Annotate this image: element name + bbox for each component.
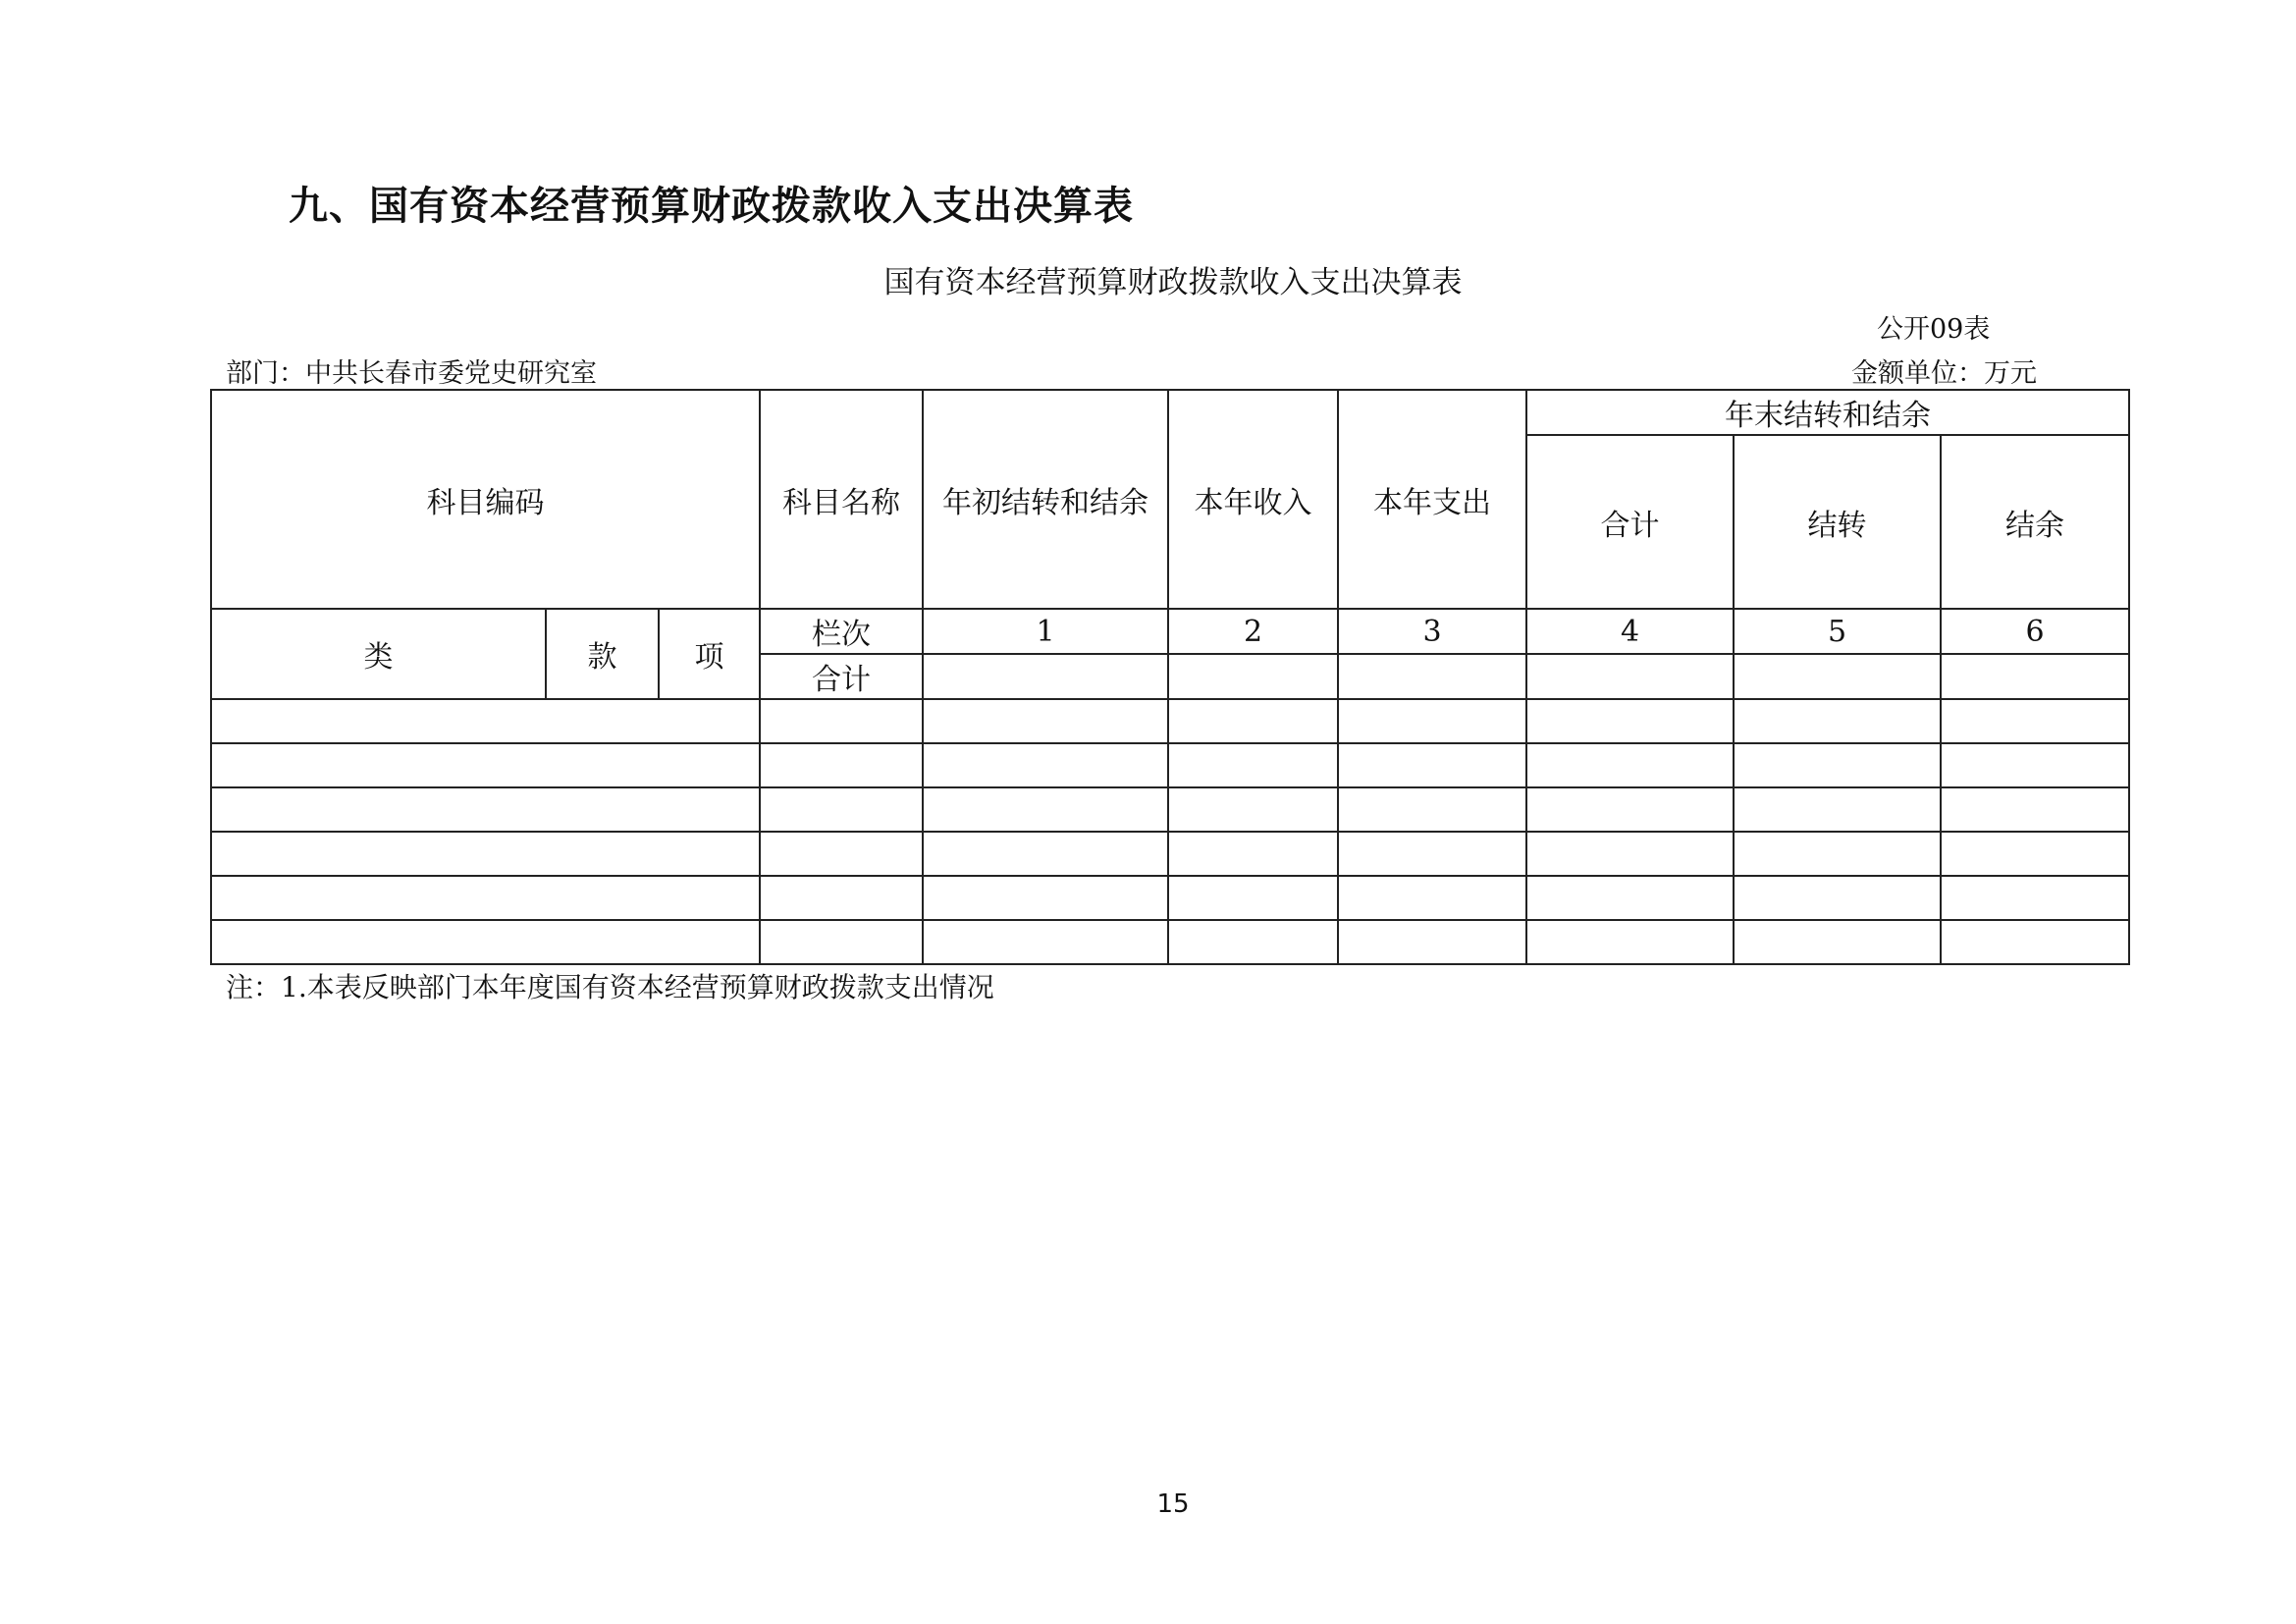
row-value-cell xyxy=(1941,699,2129,743)
row-value-cell xyxy=(1734,876,1941,920)
row-value-cell xyxy=(1168,699,1338,743)
row-value-cell xyxy=(1338,832,1526,876)
header-opening-balance: 年初结转和结余 xyxy=(923,390,1168,609)
table-code: 公开09表 xyxy=(1877,314,1991,345)
total-cell xyxy=(1941,654,2129,699)
row-value-cell xyxy=(923,743,1168,787)
header-class: 类 xyxy=(211,609,546,699)
total-cell xyxy=(1168,654,1338,699)
row-value-cell xyxy=(1941,787,2129,832)
section-heading: 九、国有资本经营预算财政拨款收入支出决算表 xyxy=(289,184,1134,229)
header-column-index: 栏次 xyxy=(760,609,923,654)
row-code-cell xyxy=(211,699,760,743)
column-number-3: 3 xyxy=(1338,609,1526,654)
row-value-cell xyxy=(1338,787,1526,832)
header-subject-code: 科目编码 xyxy=(211,390,760,609)
row-value-cell xyxy=(1734,832,1941,876)
table-row xyxy=(211,743,2129,787)
page-number: 15 xyxy=(1156,1489,1190,1519)
table-row xyxy=(211,699,2129,743)
row-name-cell xyxy=(760,876,923,920)
row-value-cell xyxy=(1168,920,1338,964)
row-name-cell xyxy=(760,743,923,787)
row-value-cell xyxy=(923,699,1168,743)
row-value-cell xyxy=(1526,876,1734,920)
table-row xyxy=(211,920,2129,964)
column-number-5: 5 xyxy=(1734,609,1941,654)
department-label: 部门：中共长春市委党史研究室 xyxy=(226,358,597,389)
column-number-1: 1 xyxy=(923,609,1168,654)
header-closing-carryover: 结转 xyxy=(1734,435,1941,609)
row-value-cell xyxy=(1338,743,1526,787)
column-number-6: 6 xyxy=(1941,609,2129,654)
row-name-cell xyxy=(760,920,923,964)
header-year-income: 本年收入 xyxy=(1168,390,1338,609)
row-value-cell xyxy=(1168,743,1338,787)
row-value-cell xyxy=(1734,743,1941,787)
column-number-2: 2 xyxy=(1168,609,1338,654)
row-value-cell xyxy=(923,920,1168,964)
row-value-cell xyxy=(1526,787,1734,832)
table-row xyxy=(211,832,2129,876)
amount-unit-label: 金额单位：万元 xyxy=(1851,358,2037,389)
row-value-cell xyxy=(923,832,1168,876)
row-value-cell xyxy=(923,876,1168,920)
header-year-expense: 本年支出 xyxy=(1338,390,1526,609)
row-code-cell xyxy=(211,920,760,964)
header-total: 合计 xyxy=(760,654,923,699)
row-code-cell xyxy=(211,876,760,920)
row-value-cell xyxy=(1338,876,1526,920)
header-closing-surplus: 结余 xyxy=(1941,435,2129,609)
table-row xyxy=(211,876,2129,920)
table-title: 国有资本经营预算财政拨款收入支出决算表 xyxy=(883,265,1463,300)
total-cell xyxy=(923,654,1168,699)
header-closing-total: 合计 xyxy=(1526,435,1734,609)
row-name-cell xyxy=(760,699,923,743)
total-cell xyxy=(1734,654,1941,699)
table-row xyxy=(211,787,2129,832)
row-code-cell xyxy=(211,743,760,787)
row-value-cell xyxy=(1168,876,1338,920)
footnote: 注：1.本表反映部门本年度国有资本经营预算财政拨款支出情况 xyxy=(226,971,994,1003)
row-code-cell xyxy=(211,832,760,876)
row-name-cell xyxy=(760,787,923,832)
row-value-cell xyxy=(1526,832,1734,876)
row-value-cell xyxy=(1734,699,1941,743)
column-number-4: 4 xyxy=(1526,609,1734,654)
row-value-cell xyxy=(923,787,1168,832)
row-value-cell xyxy=(1734,787,1941,832)
total-cell xyxy=(1526,654,1734,699)
row-value-cell xyxy=(1941,743,2129,787)
row-value-cell xyxy=(1941,876,2129,920)
total-cell xyxy=(1338,654,1526,699)
row-value-cell xyxy=(1168,787,1338,832)
header-subitem: 项 xyxy=(659,609,760,699)
row-value-cell xyxy=(1338,920,1526,964)
row-value-cell xyxy=(1338,699,1526,743)
row-value-cell xyxy=(1734,920,1941,964)
budget-table xyxy=(210,389,2130,965)
header-item: 款 xyxy=(546,609,659,699)
header-subject-name: 科目名称 xyxy=(760,390,923,609)
row-value-cell xyxy=(1941,832,2129,876)
header-closing-group: 年末结转和结余 xyxy=(1526,390,2129,435)
row-value-cell xyxy=(1526,699,1734,743)
row-value-cell xyxy=(1168,832,1338,876)
row-value-cell xyxy=(1526,743,1734,787)
row-code-cell xyxy=(211,787,760,832)
row-value-cell xyxy=(1941,920,2129,964)
row-name-cell xyxy=(760,832,923,876)
row-value-cell xyxy=(1526,920,1734,964)
